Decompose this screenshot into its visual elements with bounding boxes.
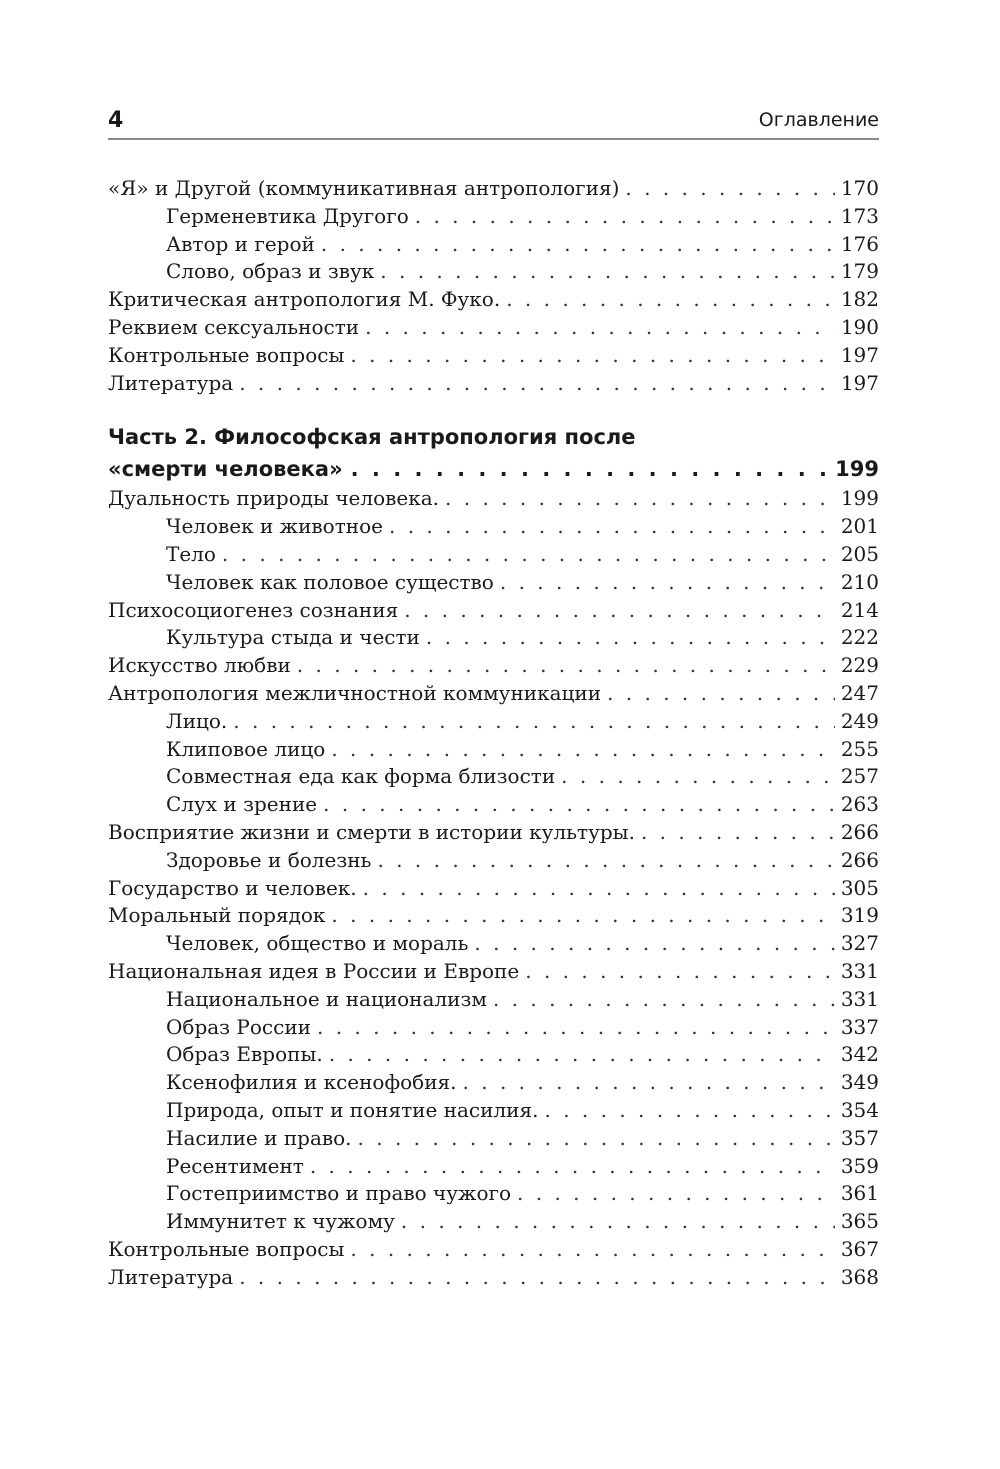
toc-entry-label: Ксенофилия и ксенофобия. bbox=[166, 1070, 457, 1095]
dot-leader bbox=[239, 1265, 835, 1289]
dot-leader bbox=[317, 1015, 835, 1039]
toc-subentry[interactable] bbox=[108, 931, 879, 959]
toc-entry-label: Моральный порядок bbox=[108, 903, 326, 928]
toc-entry-label: Национальное и национализм bbox=[166, 986, 487, 1011]
toc-entry-page: 342 bbox=[840, 1042, 879, 1067]
dot-leader bbox=[500, 570, 835, 594]
toc-entry-label: Человек, общество и мораль bbox=[166, 931, 469, 956]
dot-leader bbox=[561, 764, 835, 788]
toc-entry-page: 201 bbox=[840, 514, 879, 539]
dot-leader bbox=[351, 452, 828, 486]
part-title-line: Часть 2. Философская антропология после bbox=[108, 425, 636, 450]
dot-leader bbox=[380, 259, 835, 283]
toc-entry-page: 205 bbox=[840, 541, 879, 566]
toc-entry-label: Человек и животное bbox=[166, 514, 383, 539]
toc-entry-page: 266 bbox=[840, 847, 879, 872]
toc-subentry[interactable] bbox=[108, 514, 879, 542]
toc-entry-page: 263 bbox=[840, 792, 879, 817]
spacer bbox=[108, 398, 879, 422]
toc-entry[interactable] bbox=[108, 343, 879, 371]
toc-entry-label: Ресентимент bbox=[166, 1153, 304, 1178]
dot-leader bbox=[445, 486, 835, 510]
dot-leader bbox=[239, 371, 835, 395]
toc-entry-label: Человек как половое существо bbox=[166, 569, 494, 594]
page-number: 4 bbox=[108, 108, 124, 133]
toc-entry-page: 214 bbox=[840, 597, 879, 622]
toc-entry-page: 249 bbox=[840, 708, 879, 733]
toc-entry-page: 182 bbox=[840, 287, 879, 312]
dot-leader bbox=[493, 987, 835, 1011]
toc-subentry[interactable] bbox=[108, 232, 879, 260]
toc-entry-page: 319 bbox=[840, 903, 879, 928]
toc-entry-label: Здоровье и болезнь bbox=[166, 847, 372, 872]
toc-entry-label: Реквием сексуальности bbox=[108, 314, 360, 339]
toc-entry-label: Литература bbox=[108, 1264, 234, 1289]
dot-leader bbox=[517, 1181, 835, 1205]
part-title-line bbox=[108, 452, 879, 486]
toc-entry-page: 337 bbox=[840, 1014, 879, 1039]
toc-subentry[interactable] bbox=[108, 709, 879, 737]
toc-entry-label: Клиповое лицо bbox=[166, 736, 326, 761]
toc-entry-page: 357 bbox=[840, 1125, 879, 1150]
toc-subentry[interactable] bbox=[108, 1070, 879, 1098]
toc-entry[interactable] bbox=[108, 1237, 879, 1265]
dot-leader bbox=[233, 709, 835, 733]
dot-leader bbox=[377, 848, 834, 872]
toc-entry-page: 190 bbox=[840, 314, 879, 339]
toc-entry-page: 327 bbox=[840, 931, 879, 956]
dot-leader bbox=[331, 903, 834, 927]
toc-entry-page: 173 bbox=[840, 203, 879, 228]
dot-leader bbox=[310, 1154, 835, 1178]
toc-entry-page: 176 bbox=[840, 231, 879, 256]
toc-entry[interactable] bbox=[108, 681, 879, 709]
toc-entry-page: 179 bbox=[840, 259, 879, 284]
toc-subentry[interactable] bbox=[108, 1015, 879, 1043]
dot-leader bbox=[389, 514, 835, 538]
toc-entry-label: Совместная еда как форма близости bbox=[166, 764, 556, 789]
dot-leader bbox=[321, 232, 835, 256]
toc-entry-label: Слово, образ и звук bbox=[166, 259, 375, 284]
toc-entry-label: Дуальность природы человека. bbox=[108, 486, 440, 511]
dot-leader bbox=[331, 737, 834, 761]
toc-entry[interactable] bbox=[108, 315, 879, 343]
dot-leader bbox=[404, 598, 835, 622]
toc-entry-label: Лицо. bbox=[166, 708, 228, 733]
toc-entry-page: 354 bbox=[840, 1097, 879, 1122]
dot-leader bbox=[350, 343, 834, 367]
toc-entry[interactable] bbox=[108, 287, 879, 315]
toc-entry-label: Гостеприимство и право чужого bbox=[166, 1181, 512, 1206]
toc-entry[interactable] bbox=[108, 820, 879, 848]
toc-entry-label: Образ России bbox=[166, 1014, 311, 1039]
toc-entry-label: Иммунитет к чужому bbox=[166, 1209, 395, 1234]
toc-subentry[interactable] bbox=[108, 987, 879, 1015]
dot-leader bbox=[363, 876, 835, 900]
toc-entry[interactable] bbox=[108, 959, 879, 987]
toc-entry-page: 229 bbox=[840, 653, 879, 678]
toc-entry-label: Культура стыда и чести bbox=[166, 625, 420, 650]
dot-leader bbox=[525, 959, 835, 983]
toc-subentry[interactable] bbox=[108, 259, 879, 287]
toc-subentry[interactable] bbox=[108, 1042, 879, 1070]
toc-subentry[interactable] bbox=[108, 204, 879, 232]
toc-subentry[interactable] bbox=[108, 542, 879, 570]
toc-entry-page: 349 bbox=[840, 1070, 879, 1095]
toc-entry-label: Литература bbox=[108, 370, 234, 395]
toc-entry-label: Насилие и право. bbox=[166, 1125, 352, 1150]
toc-entry-page: 331 bbox=[840, 986, 879, 1011]
toc-entry-label: Природа, опыт и понятие насилия. bbox=[166, 1097, 539, 1122]
dot-leader bbox=[625, 176, 834, 200]
dot-leader bbox=[506, 287, 835, 311]
toc-entry-label: Автор и герой bbox=[166, 231, 315, 256]
toc-entry[interactable] bbox=[108, 876, 879, 904]
dot-leader bbox=[641, 820, 835, 844]
toc-entry[interactable] bbox=[108, 1265, 879, 1293]
toc-entry-page: 222 bbox=[840, 625, 879, 650]
toc-entry-page: 199 bbox=[840, 486, 879, 511]
toc-entry-page: 365 bbox=[840, 1209, 879, 1234]
toc-entry[interactable] bbox=[108, 903, 879, 931]
dot-leader bbox=[474, 931, 834, 955]
dot-leader bbox=[329, 1042, 835, 1066]
dot-leader bbox=[415, 204, 835, 228]
table-of-contents bbox=[108, 176, 879, 1292]
dot-leader bbox=[426, 625, 835, 649]
toc-entry-label: «Я» и Другой (коммуникативная антропология) bbox=[108, 176, 620, 200]
toc-subentry[interactable] bbox=[108, 1209, 879, 1237]
toc-subentry[interactable] bbox=[108, 1181, 879, 1209]
toc-subentry[interactable] bbox=[108, 764, 879, 792]
running-head-title: Оглавление bbox=[758, 109, 879, 131]
toc-entry-page: 266 bbox=[840, 819, 879, 844]
dot-leader bbox=[358, 1126, 835, 1150]
running-head bbox=[108, 104, 879, 140]
toc-entry[interactable] bbox=[108, 598, 879, 626]
dot-leader bbox=[463, 1070, 835, 1094]
part-heading[interactable] bbox=[108, 422, 879, 486]
toc-subentry[interactable] bbox=[108, 737, 879, 765]
toc-entry-page: 170 bbox=[840, 176, 879, 200]
toc-subentry[interactable] bbox=[108, 1126, 879, 1154]
dot-leader bbox=[222, 542, 835, 566]
toc-subentry[interactable] bbox=[108, 792, 879, 820]
toc-entry-page: 331 bbox=[840, 958, 879, 983]
toc-subentry[interactable] bbox=[108, 1154, 879, 1182]
dot-leader bbox=[350, 1237, 834, 1261]
toc-entry-page: 257 bbox=[840, 764, 879, 789]
toc-entry-page: 361 bbox=[840, 1181, 879, 1206]
toc-entry-label: Антропология межличностной коммуникации bbox=[108, 680, 602, 705]
toc-entry-label: Критическая антропология М. Фуко. bbox=[108, 287, 501, 312]
toc-entry-label: Восприятие жизни и смерти в истории культуры. bbox=[108, 819, 635, 844]
toc-entry-label: Контрольные вопросы bbox=[108, 1236, 345, 1261]
dot-leader bbox=[297, 653, 835, 677]
toc-subentry[interactable] bbox=[108, 570, 879, 598]
toc-entry-label: Психосоциогенез сознания bbox=[108, 597, 399, 622]
toc-entry-page: 197 bbox=[840, 342, 879, 367]
part-page: 199 bbox=[835, 457, 879, 482]
toc-subentry[interactable] bbox=[108, 1098, 879, 1126]
toc-entry-page: 197 bbox=[840, 370, 879, 395]
toc-entry-label: Контрольные вопросы bbox=[108, 342, 345, 367]
toc-entry-page: 368 bbox=[840, 1264, 879, 1289]
toc-entry-label: Слух и зрение bbox=[166, 792, 318, 817]
toc-entry[interactable] bbox=[108, 653, 879, 681]
toc-entry-label: Государство и человек. bbox=[108, 875, 357, 900]
toc-entry-label: Герменевтика Другого bbox=[166, 203, 409, 228]
toc-entry-page: 367 bbox=[840, 1236, 879, 1261]
toc-entry-label: Национальная идея в России и Европе bbox=[108, 958, 520, 983]
toc-entry[interactable] bbox=[108, 176, 879, 204]
toc-entry[interactable] bbox=[108, 486, 879, 514]
toc-entry[interactable] bbox=[108, 371, 879, 399]
dot-leader bbox=[365, 315, 835, 339]
toc-entry-page: 359 bbox=[840, 1153, 879, 1178]
part-title-label: «смерти человека» bbox=[108, 457, 343, 482]
dot-leader bbox=[401, 1209, 835, 1233]
toc-entry-page: 305 bbox=[840, 875, 879, 900]
dot-leader bbox=[544, 1098, 834, 1122]
toc-entry-page: 255 bbox=[840, 736, 879, 761]
toc-entry-page: 210 bbox=[840, 569, 879, 594]
toc-entry-label: Образ Европы. bbox=[166, 1042, 323, 1067]
toc-entry-label: Искусство любви bbox=[108, 653, 291, 678]
dot-leader bbox=[607, 681, 835, 705]
toc-entry-label: Тело bbox=[166, 541, 216, 566]
dot-leader bbox=[323, 792, 835, 816]
toc-subentry[interactable] bbox=[108, 848, 879, 876]
toc-subentry[interactable] bbox=[108, 625, 879, 653]
toc-entry-page: 247 bbox=[840, 680, 879, 705]
